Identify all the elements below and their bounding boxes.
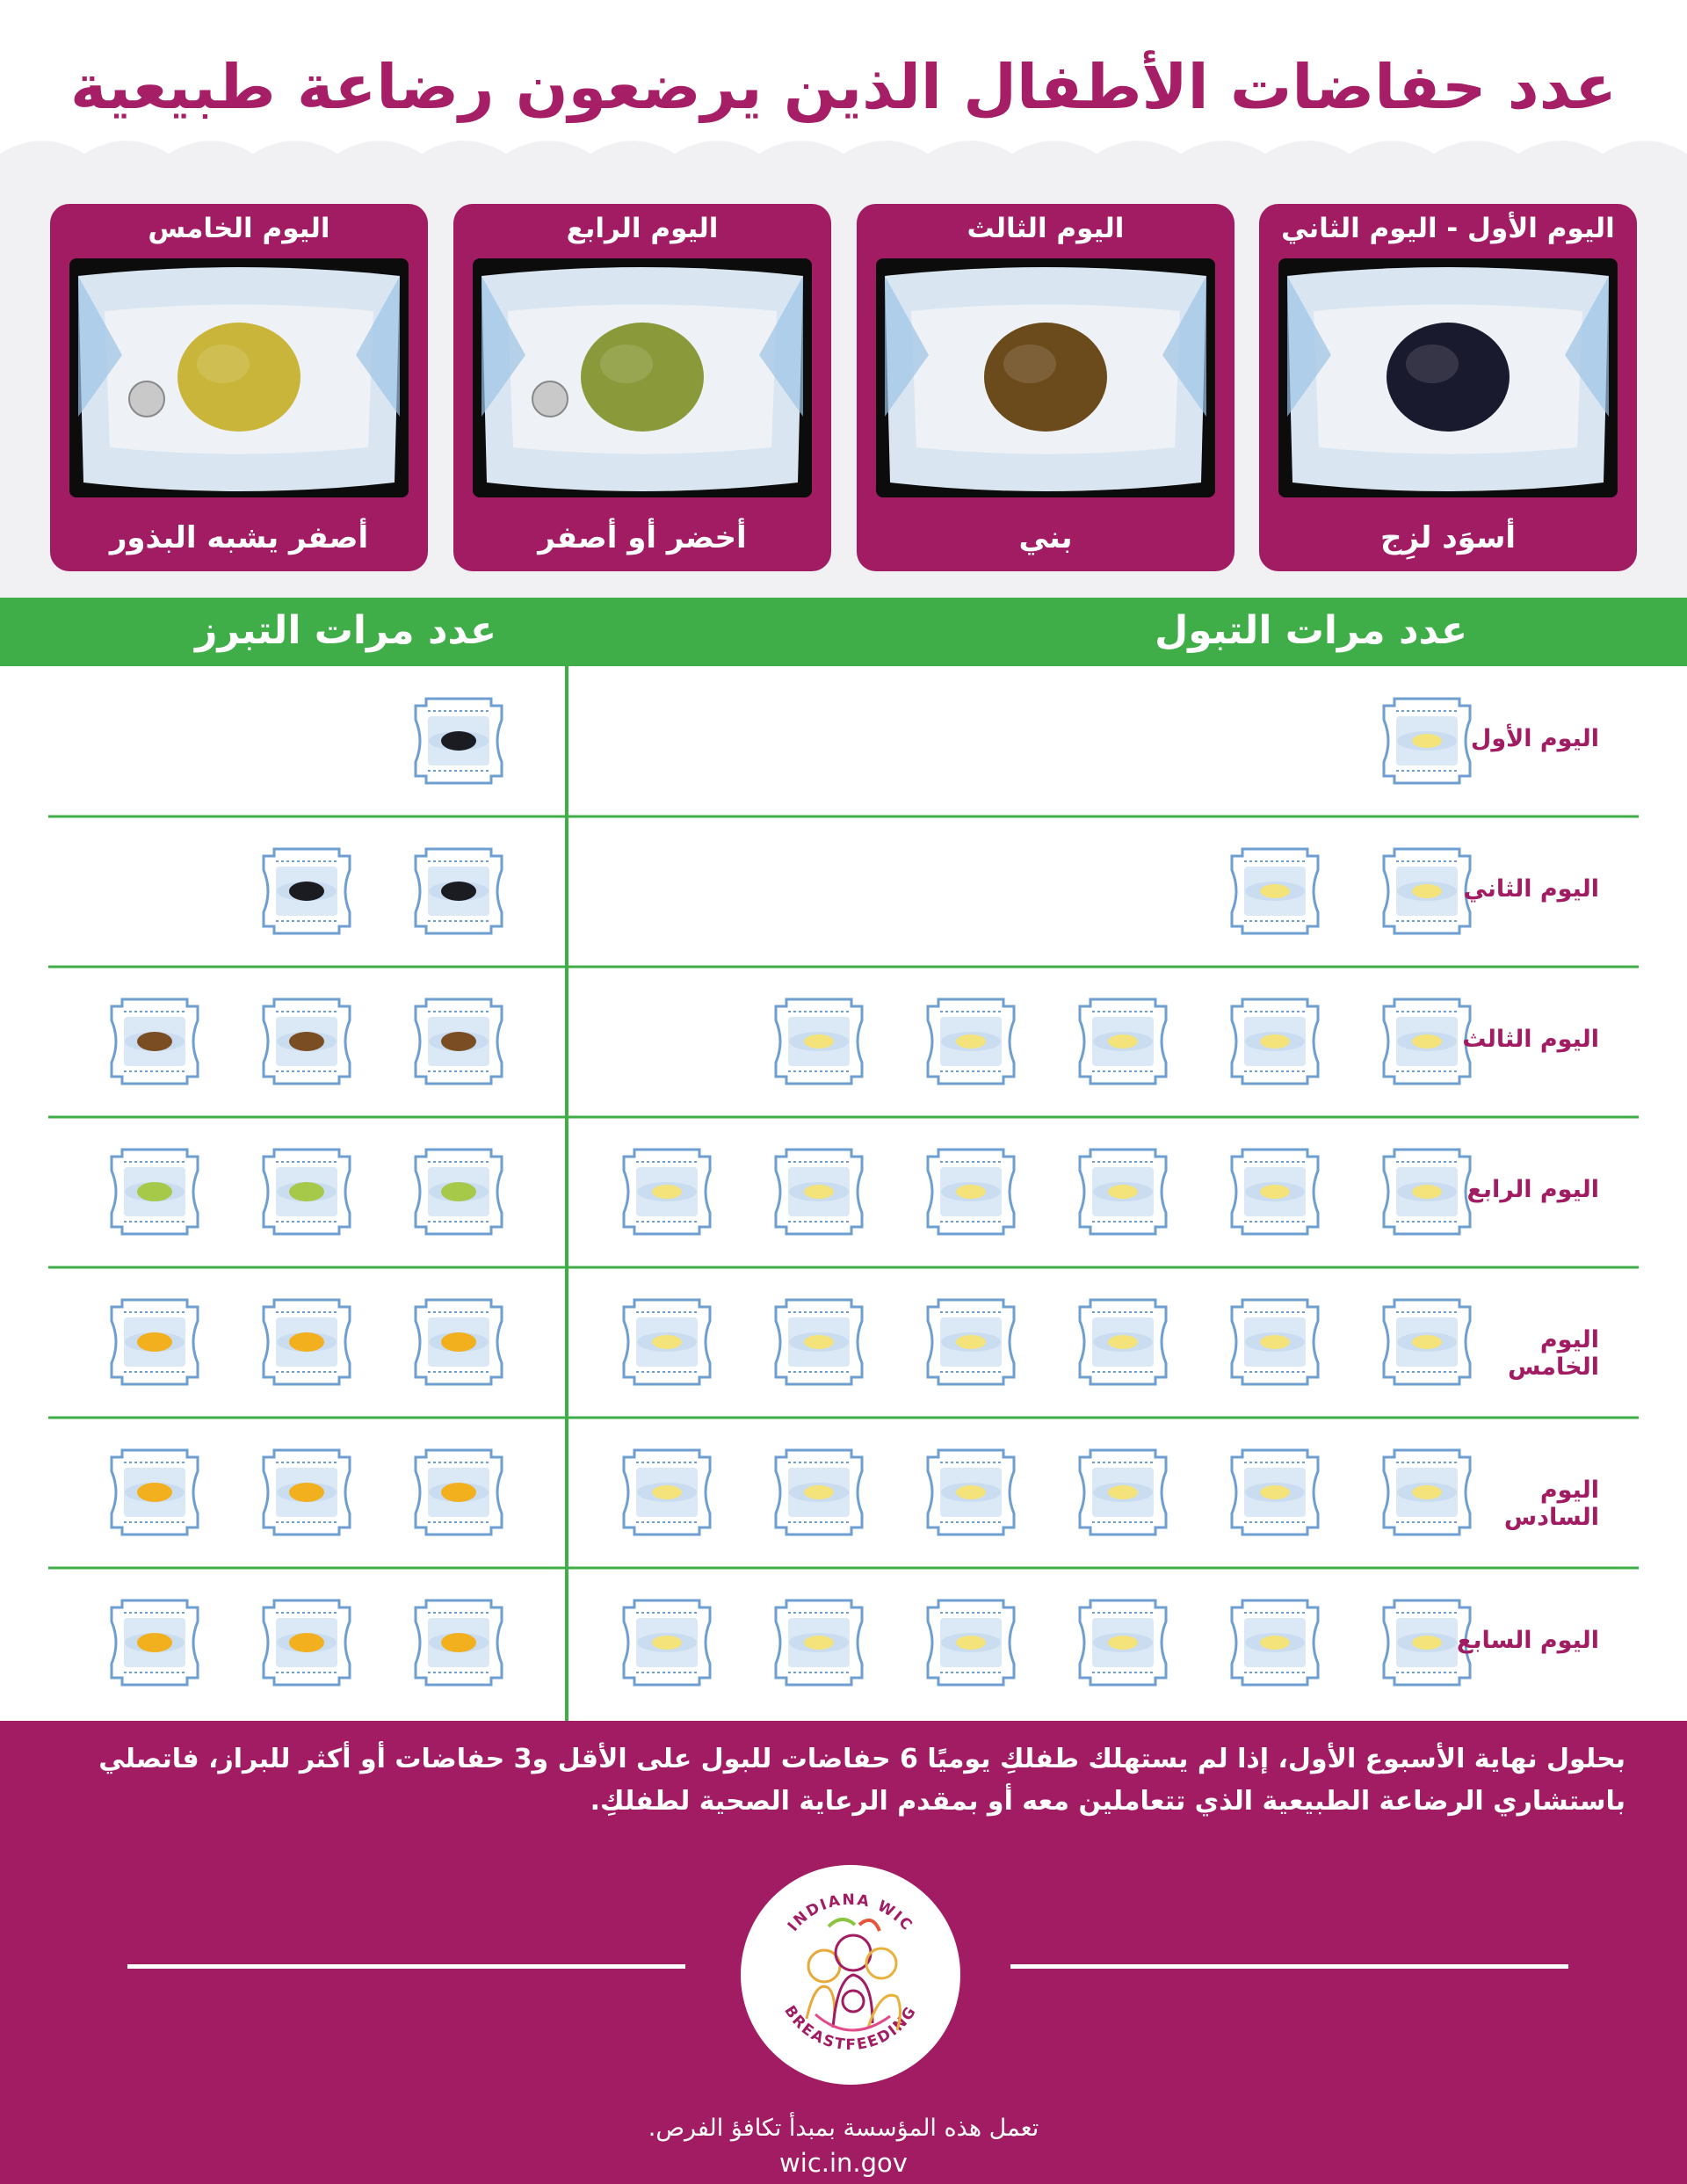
wet-diaper-icon: [1232, 999, 1318, 1084]
wet-diaper-icon: [776, 1150, 862, 1234]
dirty-diaper-icon: [264, 1450, 350, 1535]
row-day-label: اليوم السادس: [1503, 1477, 1599, 1531]
svg-text:INDIANA WIC: INDIANA WIC: [784, 1890, 917, 1935]
card-stool-color-label: أسوَد لزِج: [1379, 520, 1517, 555]
wet-diaper-icon: [776, 1300, 862, 1384]
dirty-diaper-icon: [416, 699, 502, 783]
wet-diaper-icon: [1232, 1600, 1318, 1685]
wet-diaper-icon: [776, 1450, 862, 1535]
dirty-diaper-icon: [416, 999, 502, 1084]
dirty-diaper-icon: [416, 1450, 502, 1535]
diaper-count-table: [0, 666, 1687, 1721]
card-day-label: اليوم الأول - اليوم الثاني: [1281, 213, 1615, 244]
diaper-photo: [473, 258, 812, 497]
dirty-diaper-icon: [416, 1300, 502, 1384]
page-title: عدد حفاضات الأطفال الذين يرضعون رضاعة طبيعية: [70, 51, 1617, 123]
wet-diaper-icon: [624, 1600, 710, 1685]
wet-diapers-header: عدد مرات التبول: [1155, 608, 1467, 653]
card-day-label: اليوم الرابع: [566, 213, 719, 244]
wet-diaper-icon: [624, 1300, 710, 1384]
dirty-diaper-icon: [112, 1600, 198, 1685]
wet-diaper-icon: [1080, 1450, 1166, 1535]
wet-diaper-icon: [928, 1450, 1014, 1535]
diaper-photo: [1278, 258, 1618, 497]
card-day-label: اليوم الثالث: [967, 213, 1125, 244]
website-link[interactable]: wic.in.gov: [779, 2148, 908, 2178]
dirty-diaper-icon: [112, 1300, 198, 1384]
svg-text:BREASTFEEDING: BREASTFEEDING: [780, 2002, 921, 2055]
wet-diaper-icon: [776, 1600, 862, 1685]
wet-diaper-icon: [928, 1600, 1014, 1685]
wet-diaper-icon: [1080, 1300, 1166, 1384]
footer-band: [0, 1721, 1687, 2184]
diaper-photo: [69, 258, 409, 497]
dirty-diaper-icon: [416, 1150, 502, 1234]
guidance-note: بحلول نهاية الأسبوع الأول، إذا لم يستهلك طفلكِ يوميًا 6 حفاضات للبول على الأقل و3 حفاضات أو أكثر للبراز، فاتصلي باستشاري الرضاعة الطبيعية الذي تتعاملين معه أو بمقدم الرعاية الصحية لطفلكِ.: [98, 1744, 1625, 1817]
dirty-diaper-icon: [264, 1300, 350, 1384]
card-stool-color-label: أخضر أو أصفر: [538, 520, 747, 555]
wet-diaper-icon: [1080, 1150, 1166, 1234]
wet-diaper-icon: [1080, 999, 1166, 1084]
row-day-label: اليوم الخامس: [1508, 1326, 1599, 1381]
divider: [1010, 1964, 1568, 1969]
wet-diaper-icon: [776, 999, 862, 1084]
dirty-diaper-icon: [112, 1150, 198, 1234]
row-day-label: اليوم الأول: [1470, 725, 1599, 752]
card-day-label: اليوم الخامس: [148, 213, 330, 244]
dirty-diaper-icon: [112, 1450, 198, 1535]
diaper-grid-svg: [0, 666, 1687, 1721]
card-stool-color-label: بني: [1018, 520, 1073, 555]
row-day-label: اليوم السابع: [1456, 1627, 1599, 1654]
card-day5: [50, 204, 428, 571]
dirty-diaper-icon: [416, 1600, 502, 1685]
wet-diaper-icon: [1232, 1300, 1318, 1384]
card-day1-2: [1259, 204, 1637, 571]
diaper-photo: [876, 258, 1215, 497]
card-day4: [453, 204, 831, 571]
row-day-label: اليوم الرابع: [1466, 1176, 1599, 1203]
wet-diaper-icon: [1232, 1450, 1318, 1535]
wet-diaper-icon: [928, 999, 1014, 1084]
dirty-diaper-icon: [112, 999, 198, 1084]
indiana-wic-breastfeeding-logo: [741, 1865, 960, 2085]
dirty-diaper-icon: [264, 1600, 350, 1685]
equal-opportunity-statement: تعمل هذه المؤسسة بمبدأ تكافؤ الفرص.: [648, 2115, 1039, 2142]
divider: [127, 1964, 685, 1969]
row-day-label: اليوم الثاني: [1463, 875, 1599, 903]
wet-diaper-icon: [624, 1150, 710, 1234]
scallop-divider: [0, 132, 1687, 185]
wet-diaper-icon: [624, 1450, 710, 1535]
wet-diaper-icon: [928, 1300, 1014, 1384]
dirty-diaper-icon: [264, 1150, 350, 1234]
dirty-diaper-icon: [416, 849, 502, 933]
wet-diaper-icon: [928, 1150, 1014, 1234]
wet-diaper-icon: [1080, 1600, 1166, 1685]
row-day-label: اليوم الثالث: [1462, 1026, 1599, 1053]
dirty-diapers-header: عدد مرات التبرز: [195, 608, 496, 653]
column-header-bar: [0, 598, 1687, 666]
dirty-diaper-icon: [264, 849, 350, 933]
card-stool-color-label: أصفر يشبه البذور: [109, 520, 369, 555]
wet-diaper-icon: [1232, 849, 1318, 933]
card-day3: [857, 204, 1234, 571]
dirty-diaper-icon: [264, 999, 350, 1084]
wet-diaper-icon: [1232, 1150, 1318, 1234]
